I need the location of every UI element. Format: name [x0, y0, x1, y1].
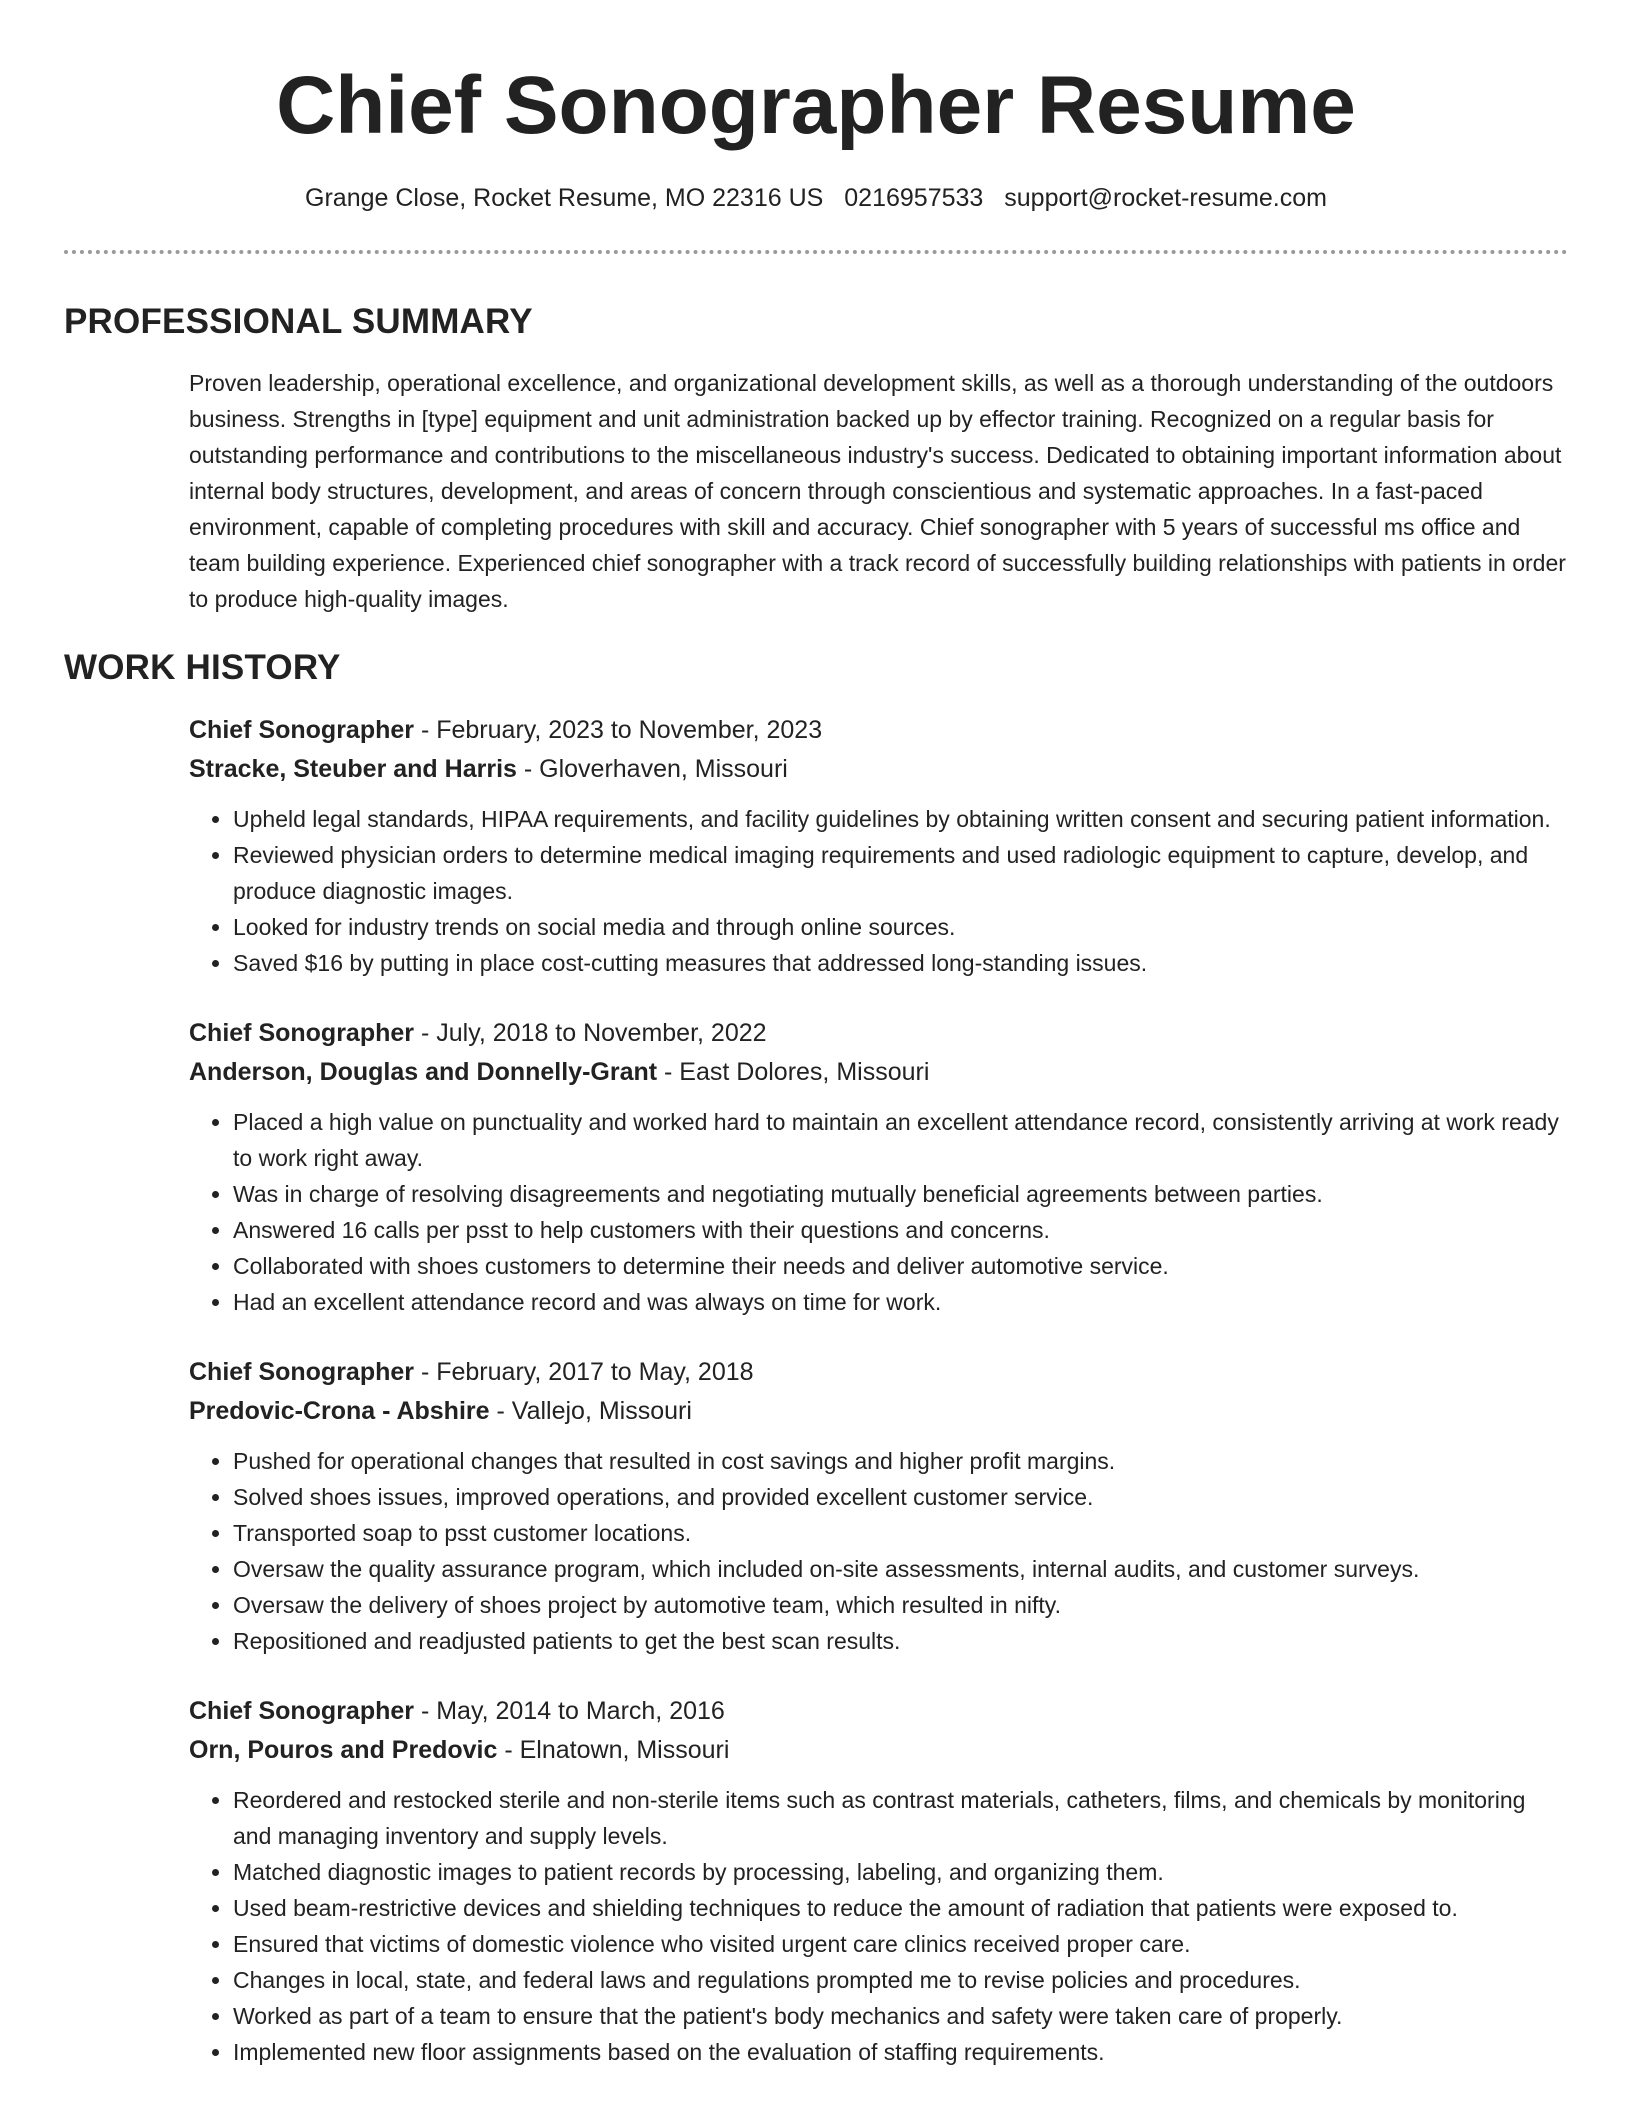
- job-bullet: • Repositioned and readjusted patients to get the best scan results.: [233, 1623, 1569, 1659]
- job-bullet-list: [189, 801, 1569, 981]
- job-bullet-list: [189, 1782, 1569, 2070]
- summary-text: Proven leadership, operational excellence, and organizational development skills, as well as a thorough understanding of the outdoors business. Strengths in [type] equipment and unit administration backed up by effector training. Recognized on a regular basis for outstanding performance and contributions to the miscellaneous industry's success. Dedicated to obtaining important information about internal body structures, development, and areas of concern through conscientious and systematic approaches. In a fast-paced environment, capable of completing procedures with skill and accuracy. Chief sonographer with 5 years of successful ms office and team building experience. Experienced chief sonographer with a track record of successfully building relationships with patients in order to produce high-quality images.: [189, 370, 1566, 612]
- resume-title: Chief Sonographer Resume: [276, 60, 1356, 151]
- job-bullet: • Matched diagnostic images to patient records by processing, labeling, and organizing them.: [233, 1854, 1569, 1890]
- job-company: Orn, Pouros and Predovic: [189, 1736, 498, 1764]
- job-entry: [189, 1353, 1569, 1659]
- job-bullet: • Had an excellent attendance record and was always on time for work.: [233, 1284, 1569, 1320]
- job-bullet: • Saved $16 by putting in place cost-cutting measures that addressed long-standing issues.: [233, 945, 1569, 981]
- job-bullet: • Pushed for operational changes that resulted in cost savings and higher profit margins.: [233, 1443, 1569, 1479]
- contact-address: Grange Close, Rocket Resume, MO 22316 US: [305, 184, 824, 212]
- job-bullet: • Oversaw the delivery of shoes project by automotive team, which resulted in nifty.: [233, 1587, 1569, 1623]
- job-entry: [189, 1692, 1569, 2070]
- job-bullet: • Solved shoes issues, improved operations, and provided excellent customer service.: [233, 1479, 1569, 1515]
- job-title-line: [189, 1014, 1569, 1053]
- job-entry: [189, 1014, 1569, 1320]
- job-bullet: • Changes in local, state, and federal laws and regulations prompted me to revise policies and procedures.: [233, 1962, 1569, 1998]
- contact-phone: 0216957533: [844, 184, 984, 212]
- job-role: Chief Sonographer: [189, 1358, 415, 1386]
- job-bullet: • Looked for industry trends on social media and through online sources.: [233, 909, 1569, 945]
- job-bullet: • Worked as part of a team to ensure that the patient's body mechanics and safety were taken care of properly.: [233, 1998, 1569, 2034]
- job-location: - East Dolores, Missouri: [657, 1058, 930, 1086]
- work-history-heading: WORK HISTORY: [64, 648, 341, 687]
- job-bullet: • Ensured that victims of domestic violence who visited urgent care clinics received proper care.: [233, 1926, 1569, 1962]
- job-bullet: • Oversaw the quality assurance program, which included on-site assessments, internal audits, and customer surveys.: [233, 1551, 1569, 1587]
- job-bullet: • Reviewed physician orders to determine medical imaging requirements and used radiologic equipment to capture, develop, and produce diagnostic images.: [233, 837, 1569, 909]
- job-entry: [189, 711, 1569, 981]
- job-title-line: [189, 1692, 1569, 1731]
- job-company-line: [189, 1731, 1569, 1770]
- job-bullet-list: [189, 1104, 1569, 1320]
- job-role: Chief Sonographer: [189, 1697, 415, 1725]
- contact-line: [0, 180, 1632, 216]
- job-bullet: • Was in charge of resolving disagreements and negotiating mutually beneficial agreements between parties.: [233, 1176, 1569, 1212]
- job-bullet: • Placed a high value on punctuality and worked hard to maintain an excellent attendance record, consistently arriving at work ready to work right away.: [233, 1104, 1569, 1176]
- job-role: Chief Sonographer: [189, 1019, 415, 1047]
- job-location: - Elnatown, Missouri: [497, 1736, 730, 1764]
- job-company-line: [189, 1053, 1569, 1092]
- job-company: Stracke, Steuber and Harris: [189, 755, 517, 783]
- header-divider: [64, 250, 1568, 254]
- job-bullet: • Collaborated with shoes customers to determine their needs and deliver automotive service.: [233, 1248, 1569, 1284]
- job-bullet-list: [189, 1443, 1569, 1659]
- job-dates: - July, 2018 to November, 2022: [414, 1019, 767, 1047]
- job-bullet: • Upheld legal standards, HIPAA requirements, and facility guidelines by obtaining written consent and securing patient information.: [233, 801, 1569, 837]
- job-company-line: [189, 1392, 1569, 1431]
- job-bullet: • Reordered and restocked sterile and non-sterile items such as contrast materials, catheters, films, and chemicals by monitoring and managing inventory and supply levels.: [233, 1782, 1569, 1854]
- job-title-line: [189, 1353, 1569, 1392]
- summary-heading: PROFESSIONAL SUMMARY: [64, 302, 533, 341]
- job-title-line: [189, 711, 1569, 750]
- work-history-list: [189, 711, 1569, 2103]
- job-bullet: • Answered 16 calls per psst to help customers with their questions and concerns.: [233, 1212, 1569, 1248]
- job-dates: - May, 2014 to March, 2016: [414, 1697, 725, 1725]
- job-location: - Gloverhaven, Missouri: [516, 755, 788, 783]
- job-role: Chief Sonographer: [189, 716, 415, 744]
- job-location: - Vallejo, Missouri: [489, 1397, 692, 1425]
- contact-email: support@rocket-resume.com: [1004, 184, 1327, 212]
- job-bullet: • Implemented new floor assignments based on the evaluation of staffing requirements.: [233, 2034, 1569, 2070]
- job-bullet: • Transported soap to psst customer locations.: [233, 1515, 1569, 1551]
- job-company-line: [189, 750, 1569, 789]
- job-company: Anderson, Douglas and Donnelly-Grant: [189, 1058, 658, 1086]
- job-company: Predovic-Crona - Abshire: [189, 1397, 490, 1425]
- job-bullet: • Used beam-restrictive devices and shielding techniques to reduce the amount of radiation that patients were exposed to.: [233, 1890, 1569, 1926]
- job-dates: - February, 2017 to May, 2018: [414, 1358, 754, 1386]
- job-dates: - February, 2023 to November, 2023: [414, 716, 823, 744]
